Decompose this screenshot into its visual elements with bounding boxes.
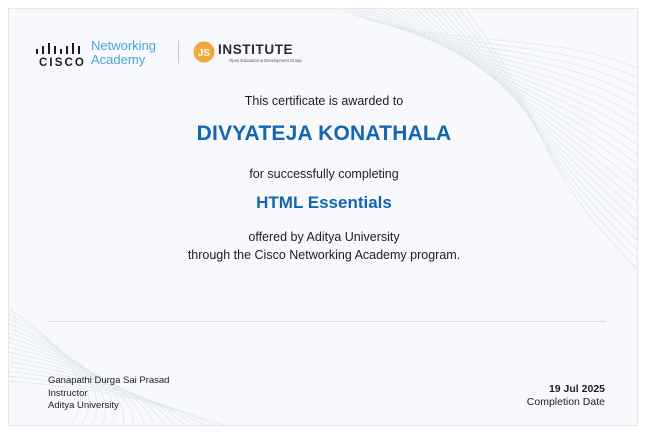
recipient-name: DIVYATEJA KONATHALA [196,122,452,145]
certificate [8,8,638,426]
awarded-text: This certificate is awarded to [244,94,404,108]
offered-by-text: offered by Aditya University [248,230,400,244]
course-name: HTML Essentials [256,193,392,212]
networking-academy-line2: Academy [91,52,146,67]
cisco-wordmark: CISCO [39,57,86,69]
completion-block [527,383,605,409]
instructor-institution: Aditya University [48,400,119,411]
completing-text: for successfully completing [249,167,399,181]
logo-divider [178,41,179,63]
cisco-bars-icon [35,43,83,55]
wave-pattern-background [9,9,638,426]
wave-line [375,9,638,127]
completion-label: Completion Date [526,396,605,408]
networking-academy-logo [91,39,171,67]
institute-name: INSTITUTE [218,42,294,57]
wave-line [357,9,638,98]
instructor-block [48,375,169,413]
instructor-role: Instructor [48,387,88,399]
wave-line [345,9,638,79]
js-institute-badge-icon [193,41,215,63]
wave-line [363,9,638,107]
instructor-name: Ganapathi Durga Sai Prasad [48,375,170,386]
program-text: through the Cisco Networking Academy program. [187,248,461,262]
completion-date: 19 Jul 2025 [548,383,605,395]
networking-academy-line1: Networking [91,38,157,53]
signature-divider [47,321,606,322]
wave-line [435,9,638,223]
js-badge-text: JS [197,48,211,59]
institute-tagline: Open Education & Development Group [229,58,302,63]
offered-by-block [9,228,638,264]
wave-line [381,9,638,136]
